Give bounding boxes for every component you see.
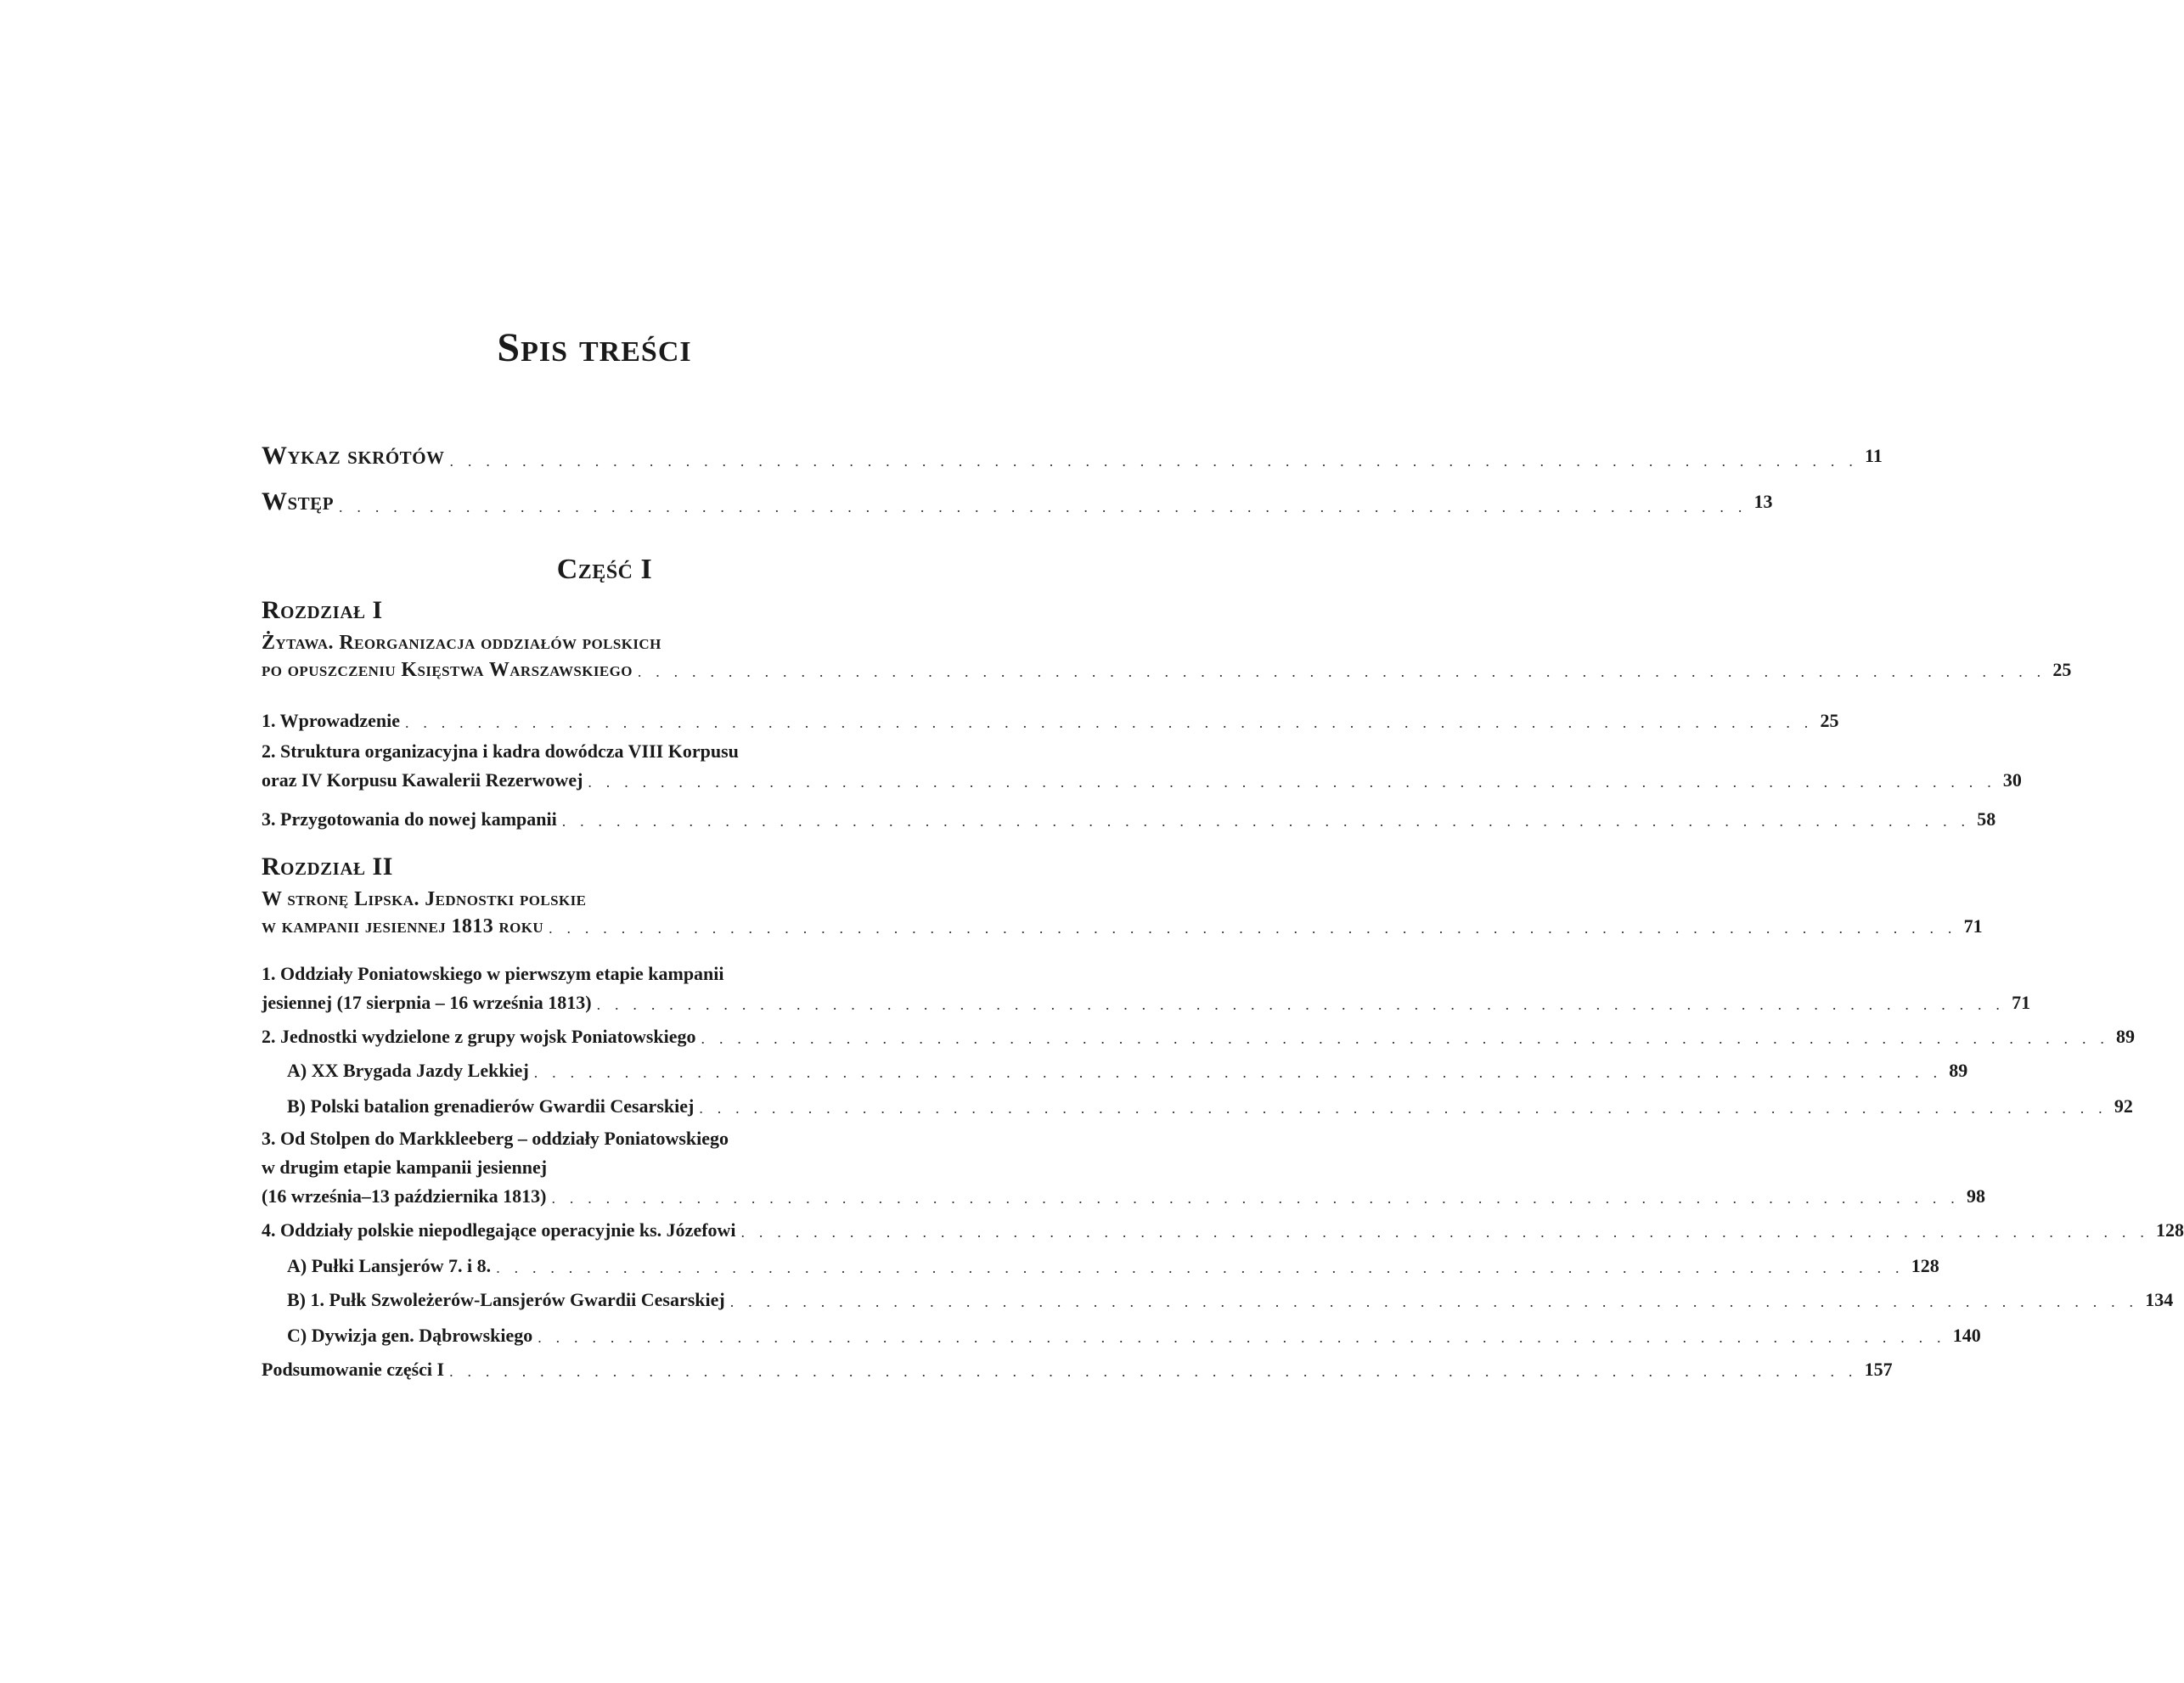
- toc-entry-label: Podsumowanie części I: [262, 1359, 445, 1380]
- dot-leader: . . . . . . . . . . . . . . . . . . . . . . . . . . . . . . . . . . . . . . . . . . . . . . . . . . . . . . . . . . . . . . . . . . . . . . . . . . . . . .: [561, 813, 1971, 830]
- toc-entry-page: 89: [1949, 1060, 1968, 1081]
- toc-entry-page: 71: [1963, 915, 1983, 937]
- page-title: Spis treści: [497, 325, 692, 370]
- chapter-title-line[interactable]: W stronę Lipska. Jednostki polskie: [262, 888, 587, 910]
- toc-entry-introduction[interactable]: [262, 486, 1773, 518]
- toc-entry-label: B) 1. Pułk Szwoleżerów-Lansjerów Gwardii Cesarskiej: [287, 1289, 725, 1310]
- toc-entry-section[interactable]: [262, 1184, 1985, 1209]
- toc-entry-label: 4. Oddziały polskie niepodlegające operacyjnie ks. Józefowi: [262, 1219, 736, 1241]
- toc-entry-line[interactable]: 3. Od Stolpen do Markkleeberg – oddziały Poniatowskiego: [262, 1128, 729, 1149]
- toc-entry-label: w kampanii jesiennej 1813 roku: [262, 915, 544, 937]
- toc-entry-label: Wykaz skrótów: [262, 442, 445, 470]
- toc-entry-subsection[interactable]: [262, 1253, 1939, 1279]
- toc-entry-page: 58: [1977, 808, 1996, 830]
- toc-entry-label: A) Pułki Lansjerów 7. i 8.: [287, 1255, 492, 1276]
- chapter-title-entry[interactable]: [262, 657, 2072, 683]
- dot-leader: . . . . . . . . . . . . . . . . . . . . . . . . . . . . . . . . . . . . . . . . . . . . . . . . . . . . . . . . . . . . . . . . . . . . . . . . . . . . . .: [538, 1329, 1946, 1346]
- toc-entry-line[interactable]: 1. Oddziały Poniatowskiego w pierwszym etapie kampanii: [262, 963, 724, 984]
- toc-entry-summary[interactable]: [262, 1357, 1893, 1382]
- dot-leader: . . . . . . . . . . . . . . . . . . . . . . . . . . . . . . . . . . . . . . . . . . . . . . . . . . . . . . . . . . . . . . . . . . . . . . . . . . . . . .: [637, 663, 2046, 680]
- dot-leader: . . . . . . . . . . . . . . . . . . . . . . . . . . . . . . . . . . . . . . . . . . . . . . . . . . . . . . . . . . . . . . . . . . . . . . . . . . . . . .: [596, 996, 2006, 1013]
- toc-entry-page: 11: [1865, 445, 1883, 466]
- toc-entry-label: A) XX Brygada Jazdy Lekkiej: [287, 1060, 529, 1081]
- toc-entry-page: 128: [1911, 1255, 1939, 1276]
- toc-entry-page: 25: [1820, 710, 1839, 731]
- dot-leader: . . . . . . . . . . . . . . . . . . . . . . . . . . . . . . . . . . . . . . . . . . . . . . . . . . . . . . . . . . . . . . . . . . . . . . . . . . . . . .: [549, 920, 1957, 937]
- chapter-title-entry[interactable]: [262, 914, 1983, 939]
- dot-leader: . . . . . . . . . . . . . . . . . . . . . . . . . . . . . . . . . . . . . . . . . . . . . . . . . . . . . . . . . . . . . . . . . . . . . . . . . . . . . .: [533, 1064, 1943, 1081]
- dot-leader: . . . . . . . . . . . . . . . . . . . . . . . . . . . . . . . . . . . . . . . . . . . . . . . . . . . . . . . . . . . . . . . . . . . . . . . . . . . . . .: [339, 498, 1748, 515]
- toc-entry-page: 30: [2002, 769, 2022, 791]
- toc-entry-subsection[interactable]: [262, 1323, 1981, 1348]
- dot-leader: . . . . . . . . . . . . . . . . . . . . . . . . . . . . . . . . . . . . . . . . . . . . . . . . . . . . . . . . . . . . . . . . . . . . . . . . . . . . . .: [699, 1100, 2108, 1117]
- toc-entry-section[interactable]: [262, 1218, 2184, 1243]
- dot-leader: . . . . . . . . . . . . . . . . . . . . . . . . . . . . . . . . . . . . . . . . . . . . . . . . . . . . . . . . . . . . . . . . . . . . . . . . . . . . . .: [551, 1190, 1960, 1207]
- toc-entry-section[interactable]: [262, 768, 2022, 793]
- chapter-number: Rozdział I: [262, 596, 383, 624]
- toc-entry-label: (16 września–13 października 1813): [262, 1185, 547, 1207]
- toc-entry-subsection[interactable]: [262, 1058, 1968, 1084]
- toc-entry-abbreviations[interactable]: [262, 440, 1883, 472]
- dot-leader: . . . . . . . . . . . . . . . . . . . . . . . . . . . . . . . . . . . . . . . . . . . . . . . . . . . . . . . . . . . . . . . . . . . . . . . . . . . . . .: [701, 1030, 2110, 1047]
- dot-leader: . . . . . . . . . . . . . . . . . . . . . . . . . . . . . . . . . . . . . . . . . . . . . . . . . . . . . . . . . . . . . . . . . . . . . . . . . . . . . .: [729, 1293, 2139, 1310]
- chapter-number: Rozdział II: [262, 853, 393, 881]
- toc-entry-line[interactable]: 2. Struktura organizacyjna i kadra dowódcza VIII Korpusu: [262, 740, 739, 762]
- toc-entry-section[interactable]: [262, 807, 1996, 832]
- toc-entry-subsection[interactable]: [262, 1287, 2174, 1313]
- dot-leader: . . . . . . . . . . . . . . . . . . . . . . . . . . . . . . . . . . . . . . . . . . . . . . . . . . . . . . . . . . . . . . . . . . . . . . . . . . . . . .: [588, 774, 1996, 791]
- toc-entry-page: 98: [1966, 1185, 1985, 1207]
- toc-entry-page: 157: [1864, 1359, 1893, 1380]
- toc-entry-page: 128: [2156, 1219, 2184, 1241]
- dot-leader: . . . . . . . . . . . . . . . . . . . . . . . . . . . . . . . . . . . . . . . . . . . . . . . . . . . . . . . . . . . . . . . . . . . . . . . . . . . . . .: [449, 453, 1859, 470]
- toc-entry-page: 13: [1753, 491, 1773, 512]
- toc-entry-label: oraz IV Korpusu Kawalerii Rezerwowej: [262, 769, 583, 791]
- toc-entry-label: B) Polski batalion grenadierów Gwardii Cesarskiej: [287, 1095, 695, 1117]
- toc-entry-section[interactable]: [262, 990, 2031, 1016]
- toc-entry-page: 92: [2114, 1095, 2133, 1117]
- toc-entry-label: C) Dywizja gen. Dąbrowskiego: [287, 1325, 533, 1346]
- toc-entry-page: 134: [2145, 1289, 2174, 1310]
- toc-entry-line[interactable]: w drugim etapie kampanii jesiennej: [262, 1157, 548, 1178]
- toc-entry-label: 1. Wprowadzenie: [262, 710, 400, 731]
- dot-leader: . . . . . . . . . . . . . . . . . . . . . . . . . . . . . . . . . . . . . . . . . . . . . . . . . . . . . . . . . . . . . . . . . . . . . . . . . . . . . .: [404, 714, 1814, 731]
- dot-leader: . . . . . . . . . . . . . . . . . . . . . . . . . . . . . . . . . . . . . . . . . . . . . . . . . . . . . . . . . . . . . . . . . . . . . . . . . . . . . .: [449, 1363, 1858, 1380]
- toc-entry-label: 2. Jednostki wydzielone z grupy wojsk Poniatowskiego: [262, 1026, 696, 1047]
- toc-entry-page: 89: [2116, 1026, 2136, 1047]
- toc-entry-label: Wstęp: [262, 487, 335, 515]
- part-heading: Część I: [556, 554, 653, 585]
- toc-entry-label: jesiennej (17 sierpnia – 16 września 1813): [262, 992, 592, 1013]
- toc-entry-page: 71: [2012, 992, 2031, 1013]
- chapter-title-line[interactable]: Żytawa. Reorganizacja oddziałów polskich: [262, 632, 661, 654]
- toc-entry-page: 140: [1952, 1325, 1981, 1346]
- dot-leader: . . . . . . . . . . . . . . . . . . . . . . . . . . . . . . . . . . . . . . . . . . . . . . . . . . . . . . . . . . . . . . . . . . . . . . . . . . . . . .: [496, 1259, 1905, 1276]
- toc-entry-section[interactable]: [262, 1024, 2136, 1050]
- toc-entry-section[interactable]: [262, 708, 1839, 734]
- toc-entry-label: 3. Przygotowania do nowej kampanii: [262, 808, 557, 830]
- dot-leader: . . . . . . . . . . . . . . . . . . . . . . . . . . . . . . . . . . . . . . . . . . . . . . . . . . . . . . . . . . . . . . . . . . . . . . . . . . . . . .: [740, 1224, 2150, 1241]
- toc-entry-label: po opuszczeniu Księstwa Warszawskiego: [262, 659, 633, 681]
- toc-entry-page: 25: [2052, 659, 2072, 680]
- toc-entry-subsection[interactable]: [262, 1094, 2133, 1119]
